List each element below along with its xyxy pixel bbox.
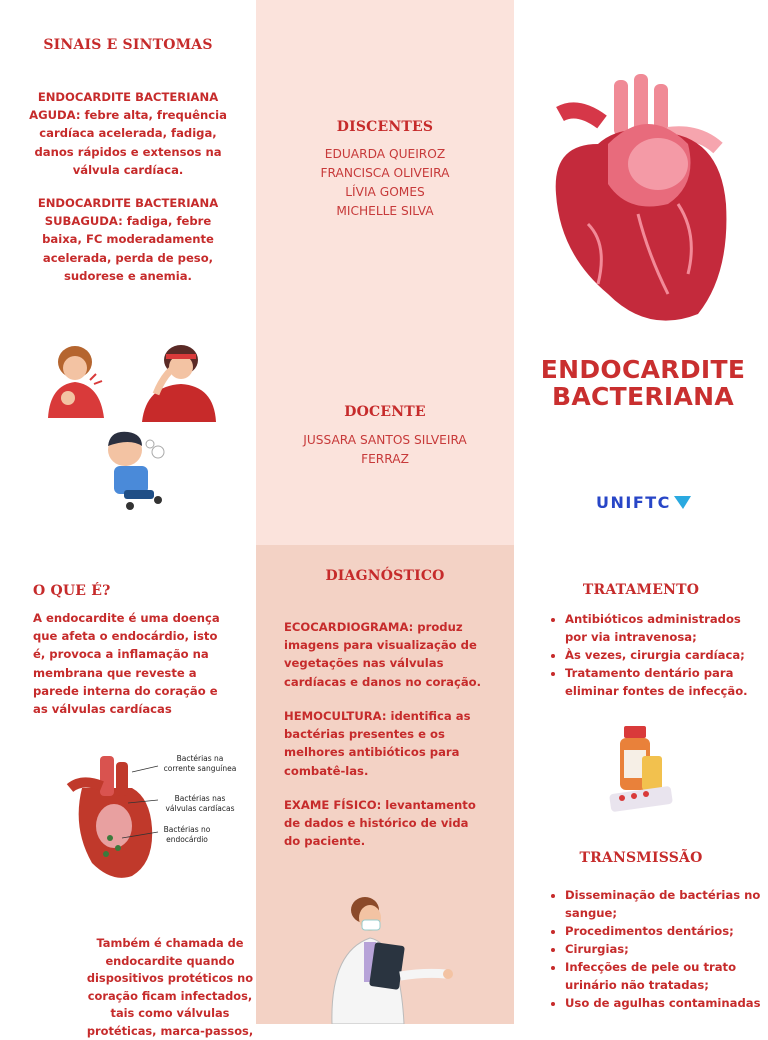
student-name: FRANCISCA OLIVEIRA [320,166,450,180]
signs-heading: SINAIS E SINTOMAS [43,37,213,53]
teacher-name-line: FERRAZ [361,452,409,466]
teacher-name [280,431,490,469]
transmission-item: • Procedimentos dentários; [565,922,765,940]
sick-woman-icon [48,346,104,418]
transmission-item: • Disseminação de bactérias no sangue; [565,886,765,922]
teacher-name-line: JUSSARA SANTOS SILVEIRA [303,433,467,447]
transmission-item: • Infecções de pele ou trato urinário não tratadas; [565,958,765,994]
what-text: A endocardite é uma doença que afeta o endocárdio, isto é, provoca a inflamação na membrana que reveste a parede interna do coração e as válvulas cardíacas [33,611,220,717]
logo-text: UNIFTC [596,493,671,512]
diagnosis-physical-exam: EXAME FÍSICO: levantamento de dados e histórico de vida do paciente. [284,798,476,849]
transmission-heading: TRANSMISSÃO [579,850,703,866]
title-line: ENDOCARDITE [540,355,746,384]
diagnosis-echo: ECOCARDIOGRAMA: produz imagens para visualização de vegetações nas válvulas cardíacas e danos no coração. [284,620,482,689]
diagram-label-valves: Bactérias nas válvulas cardíacas [165,794,235,813]
diagram-label-bloodstream: Bactérias na corrente sanguínea [163,754,237,773]
treatment-item: • Antibióticos administrados por via intravenosa; [565,610,765,646]
treatment-list [549,610,765,700]
diagnosis-blood-culture: HEMOCULTURA: identifica as bactérias presentes e os melhores antibióticos para combatê-las. [284,709,471,778]
medicine-illustration [606,726,678,814]
transmission-list [549,886,765,1012]
transmission-item: • Cirurgias; [565,940,765,958]
logo-arrow-icon [672,494,692,510]
treatment-item: • Às vezes, cirurgia cardíaca; [565,646,765,664]
what-heading: O QUE É? [33,583,111,599]
student-name: MICHELLE SILVA [336,204,434,218]
student-name: EDUARDA QUEIROZ [324,147,446,161]
teacher-heading: DOCENTE [344,404,426,420]
sick-boy-icon [108,432,164,510]
treatment-heading: TRATAMENTO [582,582,700,598]
sick-people-illustration [38,340,228,520]
acute-text: ENDOCARDITE BACTERIANA AGUDA: febre alta, frequência cardíaca acelerada, fadiga, danos rápidos e extensos na válvula cardíaca. [29,90,227,177]
treatment-item: • Tratamento dentário para eliminar fontes de infecção. [565,664,765,700]
student-name: LÍVIA GOMES [345,185,425,199]
students-list [290,145,480,221]
diagram-label-endocardium: Bactérias no endocárdio [163,825,211,844]
prosthetic-text: Também é chamada de endocardite quando dispositivos protéticos no coração ficam infectados, tais como válvulas protéticas, marca-passos, [86,936,254,1038]
uniftc-logo [596,493,692,512]
transmission-item: • Uso de agulhas contaminadas [565,994,765,1012]
doctor-illustration [320,892,460,1024]
students-heading: DISCENTES [336,119,434,135]
title-line: BACTERIANA [551,382,735,411]
diagnosis-heading: DIAGNÓSTICO [325,568,445,584]
subacute-text: ENDOCARDITE BACTERIANA SUBAGUDA: fadiga, febre baixa, FC moderadamente acelerada, perda de peso, sudorese e anemia. [37,196,219,283]
heart-illustration [548,74,728,324]
headache-woman-icon [142,345,216,422]
main-title [520,356,766,410]
